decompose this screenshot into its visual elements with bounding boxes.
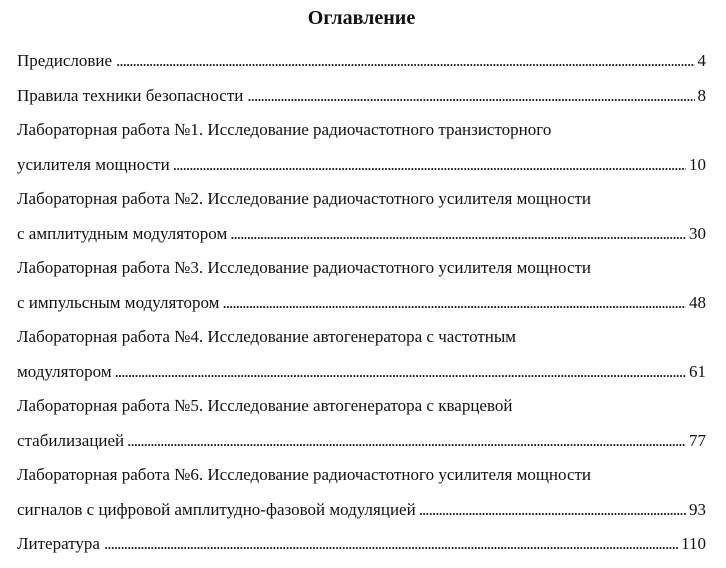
toc-entry-line	[17, 44, 706, 79]
toc-page-number: 110	[681, 534, 706, 553]
toc-entry-text: Литература	[17, 534, 100, 553]
toc-entry-text-continued: модулятором	[17, 361, 112, 381]
toc-dot-leader	[419, 493, 686, 528]
toc-page-number: 77	[689, 430, 706, 450]
toc-dot-leader	[222, 286, 686, 321]
toc-entry-text-continued: с импульсным модулятором	[17, 292, 220, 312]
toc-dot-leader	[247, 79, 694, 114]
toc-title: Оглавление	[307, 7, 416, 29]
toc-entry-line	[17, 217, 706, 252]
toc-entry-text: Лабораторная работа №3. Исследование радиочастотного усилителя мощности	[17, 258, 592, 277]
toc-page-number: 4	[697, 51, 706, 70]
toc-page-number: 61	[689, 361, 706, 381]
toc-page-number: 48	[689, 292, 706, 312]
toc-page-number: 10	[689, 154, 706, 174]
toc-entry-text: Лабораторная работа №5. Исследование автогенератора с кварцевой	[17, 396, 513, 415]
toc-entry-text: Лабораторная работа №6. Исследование радиочастотного усилителя мощности	[17, 465, 592, 484]
toc-dot-leader	[230, 217, 686, 252]
toc-entry-text: Правила техники безопасности	[17, 85, 244, 105]
toc-entry-text: Лабораторная работа №4. Исследование автогенератора с частотным	[17, 327, 517, 346]
toc-entry-text-continued: усилителя мощности	[17, 154, 170, 174]
toc-entry-lab-6[interactable]	[17, 458, 706, 527]
table-of-contents	[17, 0, 706, 562]
toc-entry-lab-5[interactable]	[17, 389, 706, 458]
toc-entry-literature[interactable]	[17, 527, 706, 562]
toc-dot-leader	[115, 355, 686, 390]
toc-entry-text: Лабораторная работа №1. Исследование радиочастотного транзисторного	[17, 120, 552, 139]
toc-entry-line	[17, 493, 706, 528]
toc-entry-safety-rules[interactable]	[17, 79, 706, 114]
toc-entry-line	[17, 527, 706, 562]
toc-dot-leader	[173, 148, 686, 183]
toc-list	[17, 44, 706, 562]
toc-entry-lab-3[interactable]	[17, 251, 706, 320]
toc-entry-text: Предисловие	[17, 51, 113, 70]
toc-entry-text-continued: сигналов с цифровой амплитудно-фазовой модуляцией	[17, 499, 416, 519]
toc-entry-text: Лабораторная работа №2. Исследование радиочастотного усилителя мощности	[17, 189, 592, 208]
toc-entry-text-continued: с амплитудным модулятором	[17, 223, 228, 243]
toc-dot-leader	[116, 44, 694, 79]
toc-entry-lab-2[interactable]	[17, 182, 706, 251]
toc-entry-text-continued: стабилизацией	[17, 430, 125, 450]
toc-entry-line	[17, 286, 706, 321]
toc-entry-line	[17, 424, 706, 459]
toc-dot-leader	[127, 424, 686, 459]
toc-entry-preface[interactable]	[17, 44, 706, 79]
toc-entry-lab-4[interactable]	[17, 320, 706, 389]
toc-entry-line	[17, 148, 706, 183]
toc-page-number: 30	[689, 223, 706, 243]
toc-entry-line	[17, 355, 706, 390]
toc-entry-line	[17, 79, 706, 114]
toc-page-number: 8	[697, 85, 706, 105]
toc-entry-lab-1[interactable]	[17, 113, 706, 182]
toc-page-number: 93	[689, 499, 706, 519]
toc-dot-leader	[104, 527, 678, 562]
